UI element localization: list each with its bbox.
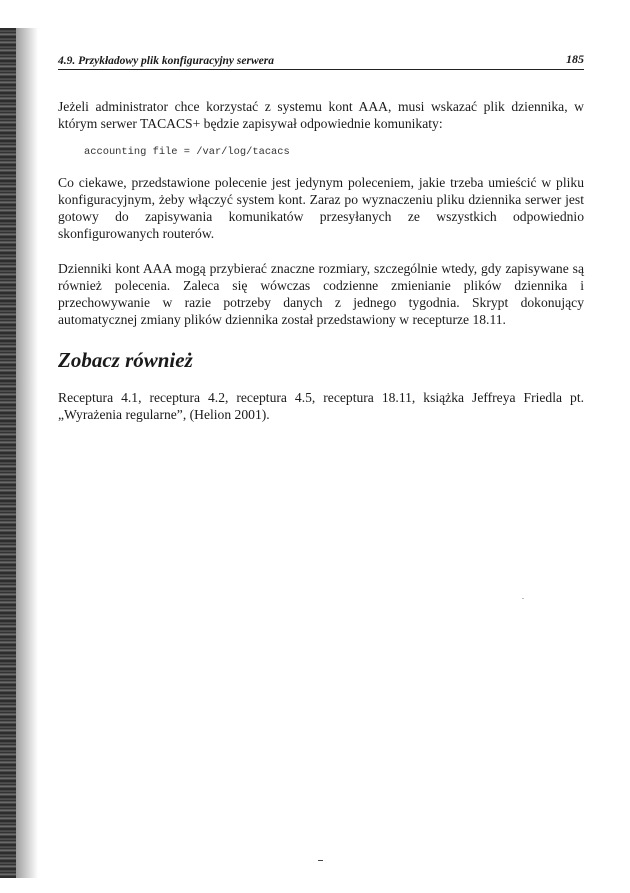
book-page [58, 52, 584, 423]
scan-gutter-shadow [0, 28, 16, 878]
section-title-see-also: Zobacz również [58, 348, 193, 372]
scan-gutter-fade [16, 28, 38, 878]
page-number: 185 [566, 52, 584, 66]
code-snippet: accounting file = /var/log/tacacs [84, 146, 290, 158]
paragraph-accounting-intro: Jeżeli administrator chce korzystać z systemu kont AAA, musi wskazać plik dziennika, w którym serwer TACACS+ będzie zapisywał odpowiednie komunikaty: [58, 99, 584, 131]
scan-speck [318, 860, 323, 861]
paragraph-accounting-config: Co ciekawe, przedstawione polecenie jest jedynym poleceniem, jakie trzeba umieścić w pliku konfiguracyjnym, żeby włączyć system kont. Zaraz po wyznaczeniu pliku dziennika serwer jest gotowy do zapisywania komunikatów przesyłanych ze wszystkich odpowiednio skonfigurowanych routerów. [58, 175, 584, 241]
paragraph-see-also: Receptura 4.1, receptura 4.2, receptura 4.5, receptura 18.11, książka Jeffreya Friedla pt. „Wyrażenia regularne”, (Helion 2001). [58, 390, 584, 422]
running-header [58, 52, 584, 70]
chapter-title: 4.9. Przykładowy plik konfiguracyjny serwera [58, 55, 274, 67]
scan-speck [522, 598, 524, 599]
paragraph-log-rotation: Dzienniki kont AAA mogą przybierać znaczne rozmiary, szczególnie wtedy, gdy zapisywane są również polecenia. Zaleca się wówczas codzienne zmienianie plików dziennika i przechowywanie w razie potrzeby danych z jednego tygodnia. Skrypt dokonujący automatycznej zmiany plików dziennika został przedstawiony w recepturze 18.11. [58, 261, 584, 327]
